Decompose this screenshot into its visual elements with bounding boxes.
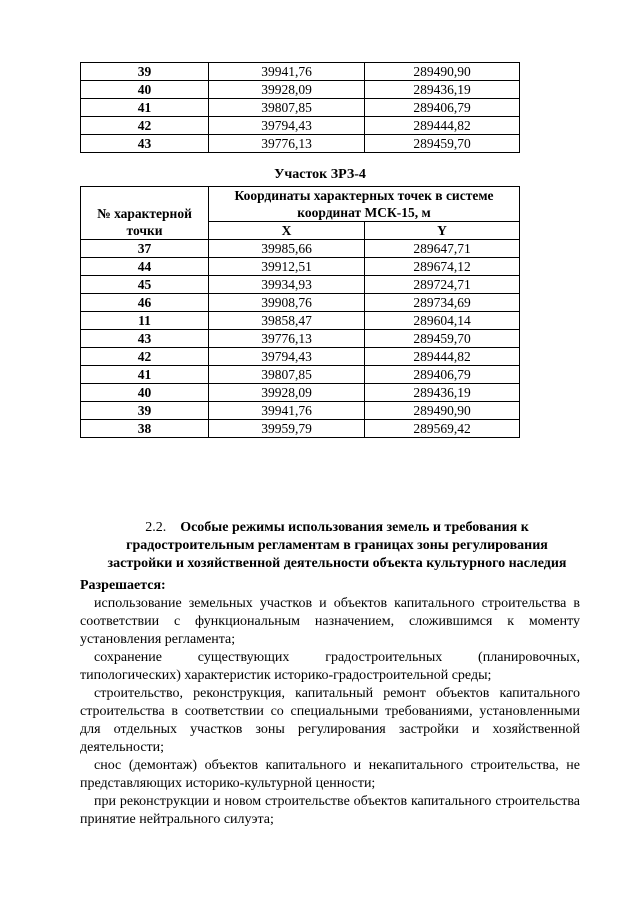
table1-body: [81, 63, 520, 153]
point-number-cell: 39: [81, 63, 209, 81]
point-number-cell: 44: [81, 258, 209, 276]
y-coordinate-cell: 289734,69: [365, 294, 520, 312]
allowed-label: Разрешается:: [80, 578, 166, 593]
y-coordinate-cell: 289647,71: [365, 240, 520, 258]
x-coordinate-cell: 39776,13: [209, 330, 365, 348]
table-row: [81, 117, 520, 135]
y-coordinate-cell: 289674,12: [365, 258, 520, 276]
x-coordinate-cell: 39959,79: [209, 420, 365, 438]
point-number-cell: 40: [81, 81, 209, 99]
section-heading: [80, 519, 580, 573]
y-coordinate-cell: 289436,19: [365, 384, 520, 402]
x-coordinate-cell: 39794,43: [209, 348, 365, 366]
list-item: сохранение существующих градостроительных (планировочных, типологических) характеристик историко-градостроительной среды;: [80, 650, 580, 683]
x-coordinate-cell: 39985,66: [209, 240, 365, 258]
list-item: снос (демонтаж) объектов капитального и некапитального строительства, не представляющих историко-культурной ценности;: [80, 758, 580, 791]
table-row: [81, 384, 520, 402]
y-coordinate-cell: 289406,79: [365, 366, 520, 384]
header-y: Y: [365, 222, 520, 240]
list-item: строительство, реконструкция, капитальный ремонт объектов капитального строительства в соответствии со специальными требованиями, установленными для отдельных участков зоны регулирования застройки и хозяйственной деятельности;: [80, 686, 580, 755]
header-coordinates: Координаты характерных точек в системе координат МСК-15, м: [209, 187, 520, 222]
y-coordinate-cell: 289444,82: [365, 348, 520, 366]
point-number-cell: 39: [81, 402, 209, 420]
point-number-cell: 41: [81, 366, 209, 384]
x-coordinate-cell: 39908,76: [209, 294, 365, 312]
point-number-cell: 42: [81, 348, 209, 366]
x-coordinate-cell: 39934,93: [209, 276, 365, 294]
coordinates-table-zrz4: [80, 186, 520, 438]
table-row: [81, 135, 520, 153]
section-title: Особые режимы использования земель и требования к градостроительным регламентам в границах зоны регулирования застройки и хозяйственной деятельности объекта культурного наследия: [107, 520, 567, 571]
table-row: [81, 330, 520, 348]
x-coordinate-cell: 39807,85: [209, 99, 365, 117]
table-row: [81, 258, 520, 276]
x-coordinate-cell: 39928,09: [209, 384, 365, 402]
allowed-items-list: [80, 595, 580, 829]
y-coordinate-cell: 289436,19: [365, 81, 520, 99]
point-number-cell: 46: [81, 294, 209, 312]
y-coordinate-cell: 289459,70: [365, 135, 520, 153]
x-coordinate-cell: 39858,47: [209, 312, 365, 330]
point-number-cell: 45: [81, 276, 209, 294]
x-coordinate-cell: 39941,76: [209, 63, 365, 81]
y-coordinate-cell: 289490,90: [365, 63, 520, 81]
x-coordinate-cell: 39794,43: [209, 117, 365, 135]
y-coordinate-cell: 289604,14: [365, 312, 520, 330]
x-coordinate-cell: 39807,85: [209, 366, 365, 384]
table-row: [81, 81, 520, 99]
point-number-cell: 41: [81, 99, 209, 117]
y-coordinate-cell: 289444,82: [365, 117, 520, 135]
point-number-cell: 37: [81, 240, 209, 258]
header-x: X: [209, 222, 365, 240]
table-row: [81, 312, 520, 330]
table-row: [81, 63, 520, 81]
point-number-cell: 42: [81, 117, 209, 135]
x-coordinate-cell: 39941,76: [209, 402, 365, 420]
y-coordinate-cell: 289724,71: [365, 276, 520, 294]
x-coordinate-cell: 39776,13: [209, 135, 365, 153]
table-row: [81, 420, 520, 438]
table-row: [81, 348, 520, 366]
y-coordinate-cell: 289406,79: [365, 99, 520, 117]
point-number-cell: 43: [81, 135, 209, 153]
table-row: [81, 240, 520, 258]
header-point-number: № характерной точки: [81, 187, 209, 240]
table-row: [81, 402, 520, 420]
y-coordinate-cell: 289490,90: [365, 402, 520, 420]
table-row: [81, 366, 520, 384]
table2-body: [81, 240, 520, 438]
table-row: [81, 99, 520, 117]
list-item: использование земельных участков и объектов капитального строительства в соответствии с функциональным назначением, сложившимся к моменту установления регламента;: [80, 596, 580, 647]
point-number-cell: 40: [81, 384, 209, 402]
x-coordinate-cell: 39928,09: [209, 81, 365, 99]
list-item: при реконструкции и новом строительстве объектов капитального строительства принятие нейтрального силуэта;: [80, 794, 580, 827]
section-number: 2.2.: [145, 520, 167, 535]
point-number-cell: 43: [81, 330, 209, 348]
plot-caption: Участок ЗРЗ-4: [274, 167, 366, 182]
point-number-cell: 38: [81, 420, 209, 438]
coordinates-table-continued: [80, 62, 520, 153]
table-row: [81, 294, 520, 312]
point-number-cell: 11: [81, 312, 209, 330]
x-coordinate-cell: 39912,51: [209, 258, 365, 276]
y-coordinate-cell: 289569,42: [365, 420, 520, 438]
section-2-2: [80, 519, 580, 829]
y-coordinate-cell: 289459,70: [365, 330, 520, 348]
table-row: [81, 276, 520, 294]
